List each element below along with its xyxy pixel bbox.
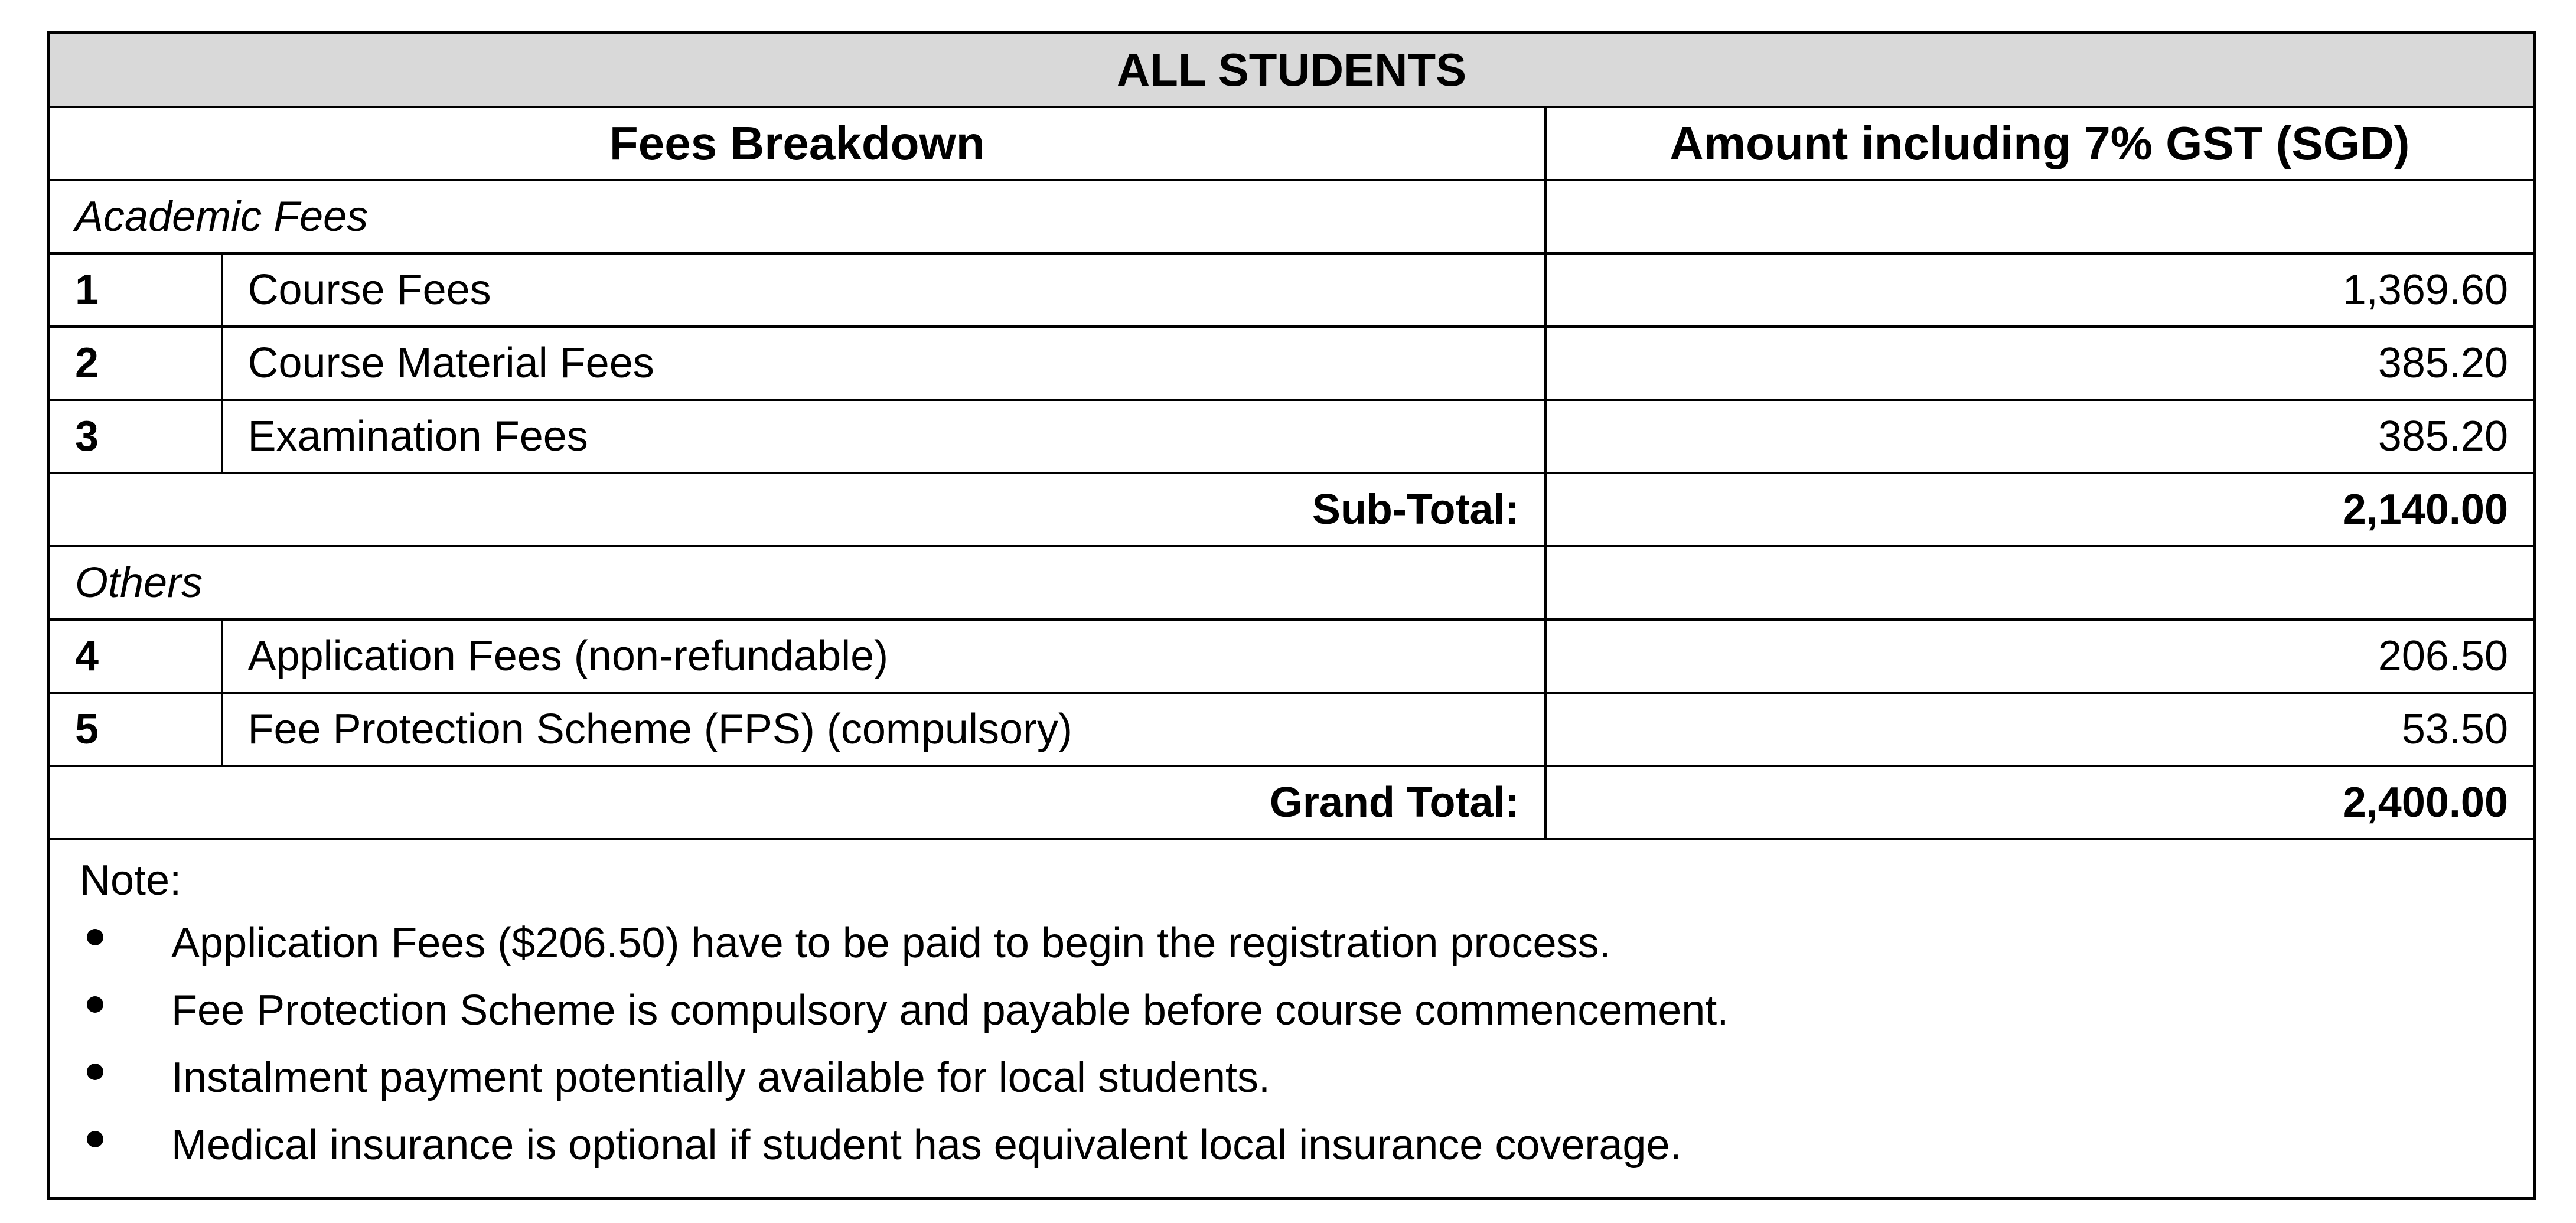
fee-row [49, 693, 2535, 766]
item-number: 1 [49, 253, 222, 327]
grand-total-amount: 2,400.00 [1545, 766, 2535, 839]
grand-total-row [49, 766, 2535, 839]
title-row [49, 32, 2535, 107]
notes-list [80, 919, 2503, 1191]
item-amount: 385.20 [1545, 400, 2535, 473]
note-text: Instalment payment potentially available for local students. [171, 1054, 1271, 1101]
notes-row [49, 839, 2535, 1199]
item-number: 2 [49, 327, 222, 400]
header-row [49, 107, 2535, 180]
amount-header: Amount including 7% GST (SGD) [1545, 107, 2535, 180]
note-item [80, 1121, 2503, 1191]
item-name: Examination Fees [222, 400, 1545, 473]
fee-row [49, 327, 2535, 400]
section-label: Academic Fees [49, 180, 1545, 253]
note-text: Application Fees ($206.50) have to be paid to begin the registration process. [171, 919, 1611, 967]
fee-row [49, 253, 2535, 327]
grand-total-label: Grand Total: [49, 766, 1545, 839]
table-title: ALL STUDENTS [49, 32, 2535, 107]
section-row-others [49, 546, 2535, 619]
bullet-icon [87, 996, 103, 1013]
notes-title: Note: [80, 856, 182, 904]
note-text: Fee Protection Scheme is compulsory and payable before course commencement. [171, 986, 1729, 1034]
subtotal-label: Sub-Total: [49, 473, 1545, 546]
item-number: 3 [49, 400, 222, 473]
note-item [80, 1056, 2503, 1124]
section-label: Others [49, 546, 1545, 619]
bullet-icon [87, 1131, 103, 1147]
note-text: Medical insurance is optional if student has equivalent local insurance coverage. [171, 1121, 1682, 1169]
empty-amount-cell [1545, 546, 2535, 619]
item-amount: 206.50 [1545, 619, 2535, 693]
note-item [80, 919, 2503, 989]
section-row-academic-fees [49, 180, 2535, 253]
fees-table [47, 31, 2536, 1200]
subtotal-amount: 2,140.00 [1545, 473, 2535, 546]
notes-cell [49, 839, 2535, 1199]
item-name: Application Fees (non-refundable) [222, 619, 1545, 693]
fee-row [49, 619, 2535, 693]
item-number: 5 [49, 693, 222, 766]
item-amount: 385.20 [1545, 327, 2535, 400]
item-name: Course Material Fees [222, 327, 1545, 400]
fees-breakdown-header: Fees Breakdown [49, 107, 1545, 180]
item-amount: 1,369.60 [1545, 253, 2535, 327]
bullet-icon [87, 1064, 103, 1080]
subtotal-row [49, 473, 2535, 546]
item-name: Course Fees [222, 253, 1545, 327]
item-number: 4 [49, 619, 222, 693]
item-amount: 53.50 [1545, 693, 2535, 766]
empty-amount-cell [1545, 180, 2535, 253]
bullet-icon [87, 929, 103, 945]
note-item [80, 986, 2503, 1056]
fee-row [49, 400, 2535, 473]
item-name: Fee Protection Scheme (FPS) (compulsory) [222, 693, 1545, 766]
